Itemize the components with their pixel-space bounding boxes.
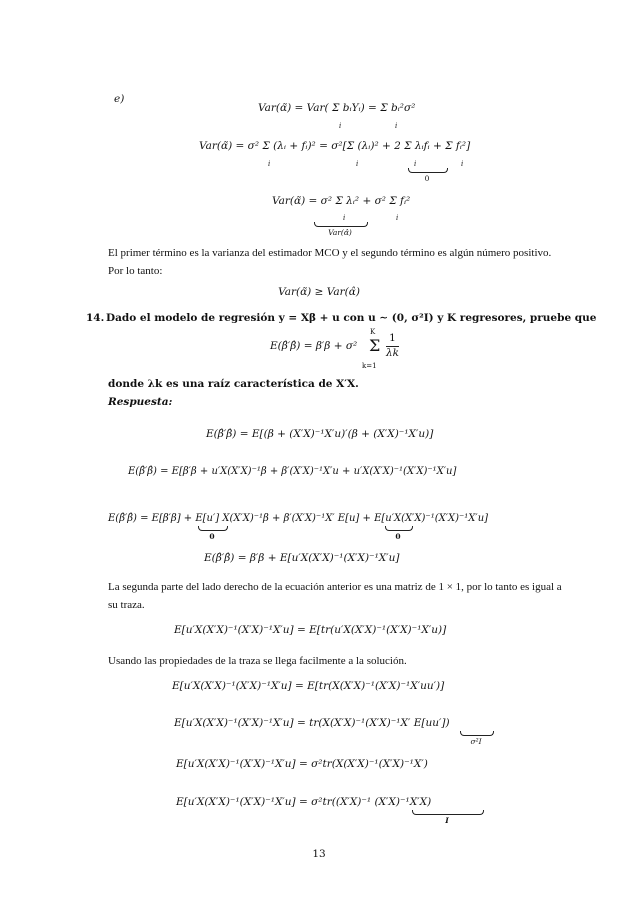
underbrace-label: I (445, 816, 449, 825)
equation-r2: E(β̂′β̂) = E[β′β + u′X(X′X)⁻¹β + β′(X′X)⁻¹X′u + u′X(X′X)⁻¹(X′X)⁻¹X′u] (128, 466, 457, 477)
underbrace-label: 0 (395, 532, 401, 541)
paragraph-r1: La segunda parte del lado derecho de la ecuación anterior es una matriz de 1 × 1, por lo tanto es igual a su traza. (108, 581, 562, 611)
sum-index: i (343, 214, 346, 222)
question-equation-lhs: E(β̂′β̂) = β′β + σ² (270, 340, 358, 352)
sum-index: i (461, 160, 464, 168)
underbrace (412, 810, 484, 815)
equation-e4: Var(α̃) ≥ Var(α̂) (278, 286, 360, 298)
underbrace (198, 526, 228, 531)
sum-upper-limit: K (370, 328, 376, 336)
underbrace-label: 0 (424, 174, 430, 183)
sum-index: i (396, 214, 399, 222)
underbrace (314, 222, 368, 227)
sum-index: i (356, 160, 359, 168)
equation-r4: E(β̂′β̂) = β′β + E[u′X(X′X)⁻¹(X′X)⁻¹X′u] (204, 552, 400, 564)
underbrace (408, 168, 448, 173)
question-donde: donde λk es una raíz característica de X′X. (108, 378, 359, 390)
paragraph-e: El primer término es la varianza del estimador MCO y el segundo término es algún número positivo. Por lo tanto: (108, 247, 552, 277)
equation-r7: E[u′X(X′X)⁻¹(X′X)⁻¹X′u] = tr(X(X′X)⁻¹(X′X)⁻¹X′ E[uu′]) (174, 717, 450, 729)
underbrace (385, 526, 413, 531)
part-e-label: e) (114, 93, 125, 105)
sum-index: i (414, 160, 417, 168)
question-number: 14. (86, 312, 105, 324)
underbrace-label: σ²I (470, 737, 482, 746)
equation-r8: E[u′X(X′X)⁻¹(X′X)⁻¹X′u] = σ²tr(X(X′X)⁻¹(X′X)⁻¹X′) (176, 758, 428, 770)
equation-e2: Var(α̃) = σ² Σ (λᵢ + fᵢ)² = σ²[Σ (λᵢ)² + 2 Σ λᵢfᵢ + Σ fᵢ²] (199, 140, 471, 152)
equation-r1: E(β̂′β̂) = E[(β + (X′X)⁻¹X′u)′(β + (X′X)⁻¹X′u)] (206, 428, 434, 440)
fraction-denominator: λk (386, 346, 400, 359)
equation-r6: E[u′X(X′X)⁻¹(X′X)⁻¹X′u] = E[tr(X(X′X)⁻¹(X′X)⁻¹X′uu′)] (172, 680, 445, 692)
equation-r5: E[u′X(X′X)⁻¹(X′X)⁻¹X′u] = E[tr(u′X(X′X)⁻¹(X′X)⁻¹X′u)] (174, 624, 447, 636)
equation-e1: Var(α̃) = Var( Σ bᵢYᵢ) = Σ bᵢ²σ² (258, 102, 416, 114)
sum-index: i (395, 122, 398, 130)
equation-r9: E[u′X(X′X)⁻¹(X′X)⁻¹X′u] = σ²tr((X′X)⁻¹ (X′X)⁻¹X′X) (176, 796, 432, 808)
underbrace-label: 0 (209, 532, 215, 541)
equation-r3: E(β̂′β̂) = E[β′β] + E[u′] X(X′X)⁻¹β + β′(X′X)⁻¹X′ E[u] + E[u′X(X′X)⁻¹(X′X)⁻¹X′u] (108, 513, 489, 524)
sum-index: i (268, 160, 271, 168)
respuesta-label: Respuesta: (108, 396, 173, 408)
question-fraction (386, 332, 399, 360)
paragraph-r2: Usando las propiedades de la traza se llega facilmente a la solución. (108, 655, 407, 667)
page-number: 13 (312, 848, 326, 860)
equation-e3: Var(α̃) = σ² Σ λᵢ² + σ² Σ fᵢ² (272, 195, 411, 207)
sum-index: i (339, 122, 342, 130)
underbrace (460, 731, 494, 736)
question-text: Dado el modelo de regresión y = Xβ + u con u ∼ (0, σ²I) y K regresores, pruebe que (106, 312, 597, 324)
underbrace-label: Var(α̂) (328, 228, 352, 237)
sum-symbol: Σ (369, 336, 381, 355)
sum-lower-limit: k=1 (362, 362, 377, 370)
fraction-numerator: 1 (386, 332, 399, 347)
